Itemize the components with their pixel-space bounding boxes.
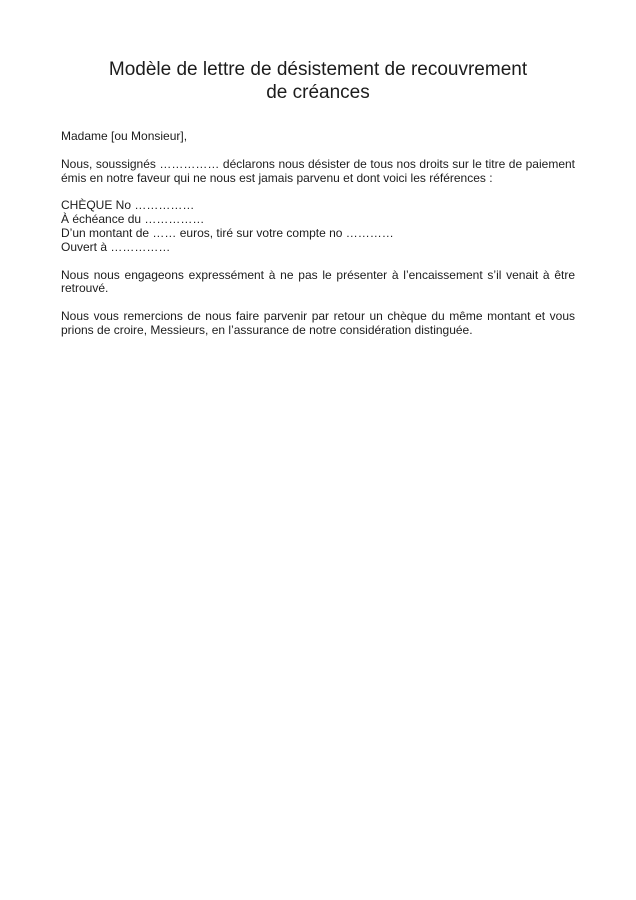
document-title-line-1: Modèle de lettre de désistement de recouvrement xyxy=(108,59,528,80)
reference-line-montant: D’un montant de …… euros, tiré sur votre compte no ………… xyxy=(61,225,394,240)
intro-paragraph: Nous, soussignés …………… déclarons nous désister de tous nos droits sur le titre de paiement émis en notre faveur qui ne nous est jamais parvenu et dont voici les références : xyxy=(61,156,575,185)
reference-line-cheque: CHÈQUE No …………… xyxy=(61,198,195,213)
document-title xyxy=(61,58,575,104)
salutation: Madame [ou Monsieur], xyxy=(61,129,188,143)
closing-paragraph: Nous vous remercions de nous faire parvenir par retour un chèque du même montant et vous prions de croire, Messieurs, en l’assurance de notre considération distinguée. xyxy=(61,309,575,337)
payment-references-block xyxy=(61,199,575,254)
engagement-paragraph: Nous nous engageons expressément à ne pas le présenter à l’encaissement s’il venait à être retrouvé. xyxy=(61,267,575,296)
reference-line-echeance: À échéance du …………… xyxy=(61,212,205,227)
reference-line-ouvert: Ouvert à …………… xyxy=(61,239,171,254)
document-title-line-2: de créances xyxy=(266,82,370,103)
